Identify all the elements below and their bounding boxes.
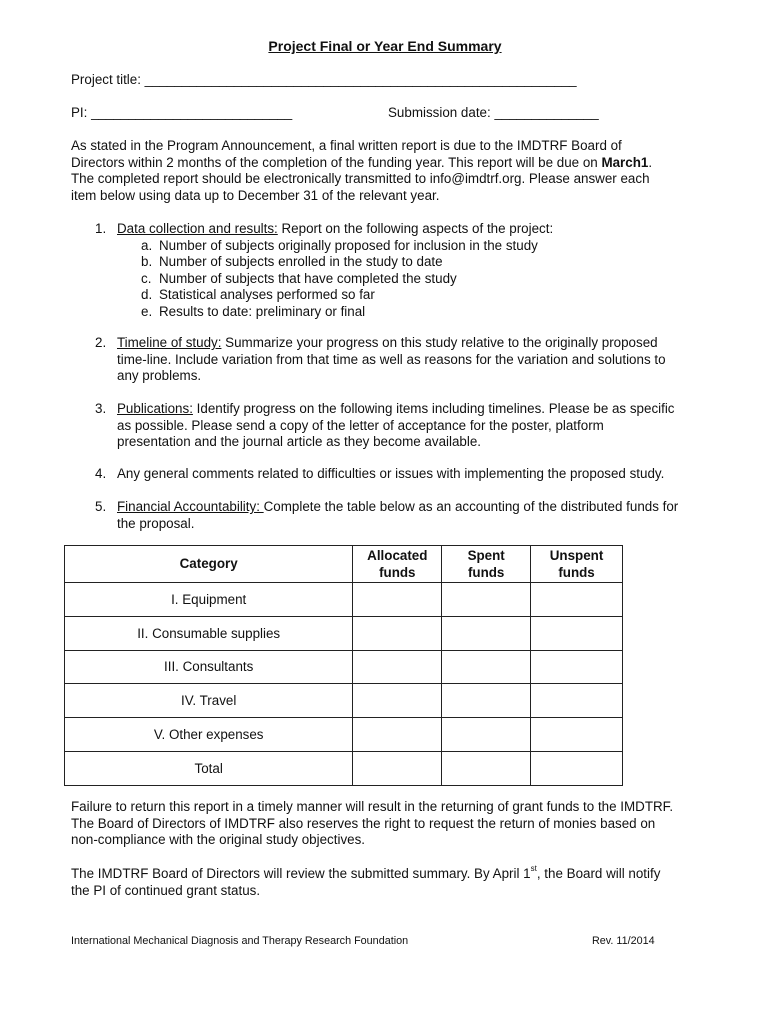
submission-date-field[interactable]: Submission date: ______________ — [388, 105, 599, 120]
table-row — [65, 583, 623, 617]
intro-line: As stated in the Program Announcement, a final written report is due to the IMDTRF Board of — [71, 138, 622, 153]
item-text — [117, 401, 675, 418]
item-text: time-line. Include variation from that time as well as reasons for the variation and solutions to — [117, 351, 666, 367]
allocated-cell[interactable] — [353, 684, 442, 718]
sub-item — [141, 287, 375, 304]
sub-letter: d. — [141, 287, 153, 303]
ordinal-suffix: st — [530, 864, 537, 873]
item-text: as possible. Please send a copy of the letter of acceptance for the poster, platform — [117, 417, 604, 433]
unspent-cell[interactable] — [531, 718, 623, 752]
page-title: Project Final or Year End Summary — [268, 38, 502, 54]
allocated-cell[interactable] — [353, 718, 442, 752]
item-body: Report on the following aspects of the project: — [277, 221, 554, 236]
sub-item — [141, 304, 365, 321]
item-heading: Publications: — [117, 401, 193, 416]
review-line: the PI of continued grant status. — [71, 882, 261, 898]
row-category: II. Consumable supplies — [65, 616, 353, 650]
table-row — [65, 616, 623, 650]
unspent-cell[interactable] — [531, 583, 623, 617]
table-row — [65, 650, 623, 684]
item-heading: Timeline of study: — [117, 335, 222, 350]
closing-line: non-compliance with the original study objectives. — [71, 832, 366, 848]
spent-cell[interactable] — [442, 751, 531, 785]
table-header-row — [65, 546, 623, 583]
unspent-cell[interactable] — [531, 751, 623, 785]
project-title-field[interactable]: Project title: __________________________________________________________ — [71, 72, 577, 87]
header-line: funds — [467, 564, 505, 580]
spent-cell[interactable] — [442, 650, 531, 684]
header-line: Allocated — [367, 548, 428, 563]
column-header-unspent — [531, 546, 623, 583]
item-body: Complete the table below as an accounting of the distributed funds for — [263, 499, 679, 514]
sub-text: Results to date: preliminary or final — [159, 304, 366, 319]
item-text — [117, 499, 678, 516]
closing-line: Failure to return this report in a timely manner will result in the returning of grant funds to the IMDTRF. — [71, 799, 674, 814]
funds-table — [64, 545, 623, 786]
allocated-cell[interactable] — [353, 751, 442, 785]
unspent-cell[interactable] — [531, 650, 623, 684]
unspent-cell[interactable] — [531, 616, 623, 650]
intro-line: The completed report should be electronically transmitted to info@imdtrf.org. Please answer each — [71, 171, 650, 187]
column-header-allocated — [353, 546, 442, 583]
header-line: funds — [558, 564, 595, 580]
intro-text: . — [648, 154, 653, 170]
row-category: Total — [65, 751, 353, 785]
footer-organization: International Mechanical Diagnosis and Therapy Research Foundation — [71, 935, 409, 947]
pi-field[interactable]: PI: ___________________________ — [71, 105, 293, 120]
review-text: , the Board will notify — [536, 866, 661, 881]
sub-item — [141, 238, 538, 255]
sub-text: Statistical analyses performed so far — [159, 287, 375, 303]
item-number: 2. — [95, 335, 107, 350]
closing-line: The Board of Directors of IMDTRF also reserves the right to request the return of monies based on — [71, 815, 656, 831]
item-number: 1. — [95, 221, 107, 236]
item-number: 3. — [95, 401, 107, 416]
item-body: Summarize your progress on this study relative to the originally proposed — [221, 335, 658, 350]
item-text — [117, 221, 553, 238]
unspent-cell[interactable] — [531, 684, 623, 718]
spent-cell[interactable] — [442, 718, 531, 752]
sub-letter: b. — [141, 254, 153, 270]
spent-cell[interactable] — [442, 616, 531, 650]
item-text: presentation and the journal article as they become available. — [117, 434, 482, 450]
sub-text: Number of subjects originally proposed for inclusion in the study — [159, 237, 538, 253]
sub-item — [141, 271, 457, 288]
spent-cell[interactable] — [442, 684, 531, 718]
sub-text: Number of subjects that have completed the study — [159, 270, 457, 286]
sub-letter: e. — [141, 304, 153, 319]
row-category: V. Other expenses — [65, 718, 353, 752]
due-date: March1 — [601, 154, 649, 170]
header-line: funds — [379, 564, 416, 580]
allocated-cell[interactable] — [353, 650, 442, 684]
intro-line — [71, 155, 652, 172]
sub-letter: a. — [141, 237, 153, 253]
item-number: 5. — [95, 499, 107, 514]
intro-line: item below using data up to December 31 of the relevant year. — [71, 187, 440, 203]
item-text: any problems. — [117, 368, 202, 384]
header-line: Unspent — [549, 548, 604, 563]
item-heading: Data collection and results: — [117, 221, 278, 236]
sub-text: Number of subjects enrolled in the study to date — [159, 254, 443, 270]
intro-text: Directors within 2 months of the completion of the funding year. This report will be due on — [71, 154, 602, 170]
review-text: The IMDTRF Board of Directors will review the submitted summary. By April 1 — [71, 866, 531, 881]
allocated-cell[interactable] — [353, 616, 442, 650]
row-category: IV. Travel — [65, 684, 353, 718]
item-heading: Financial Accountability: — [117, 499, 264, 514]
row-category: III. Consultants — [65, 650, 353, 684]
allocated-cell[interactable] — [353, 583, 442, 617]
sub-item — [141, 254, 443, 271]
item-text: Any general comments related to difficulties or issues with implementing the proposed study. — [117, 466, 665, 481]
item-text: the proposal. — [117, 515, 195, 531]
review-line — [71, 866, 660, 883]
item-text — [117, 335, 658, 352]
sub-letter: c. — [141, 270, 152, 286]
column-header-category: Category — [65, 546, 353, 583]
spent-cell[interactable] — [442, 583, 531, 617]
item-number: 4. — [95, 466, 107, 481]
table-row — [65, 684, 623, 718]
table-row — [65, 718, 623, 752]
table-row — [65, 751, 623, 785]
item-body: Identify progress on the following items including timelines. Please be as specific — [192, 401, 675, 416]
header-line: Spent — [467, 548, 505, 563]
row-category: I. Equipment — [65, 583, 353, 617]
column-header-spent — [442, 546, 531, 583]
footer-revision: Rev. 11/2014 — [592, 935, 655, 947]
